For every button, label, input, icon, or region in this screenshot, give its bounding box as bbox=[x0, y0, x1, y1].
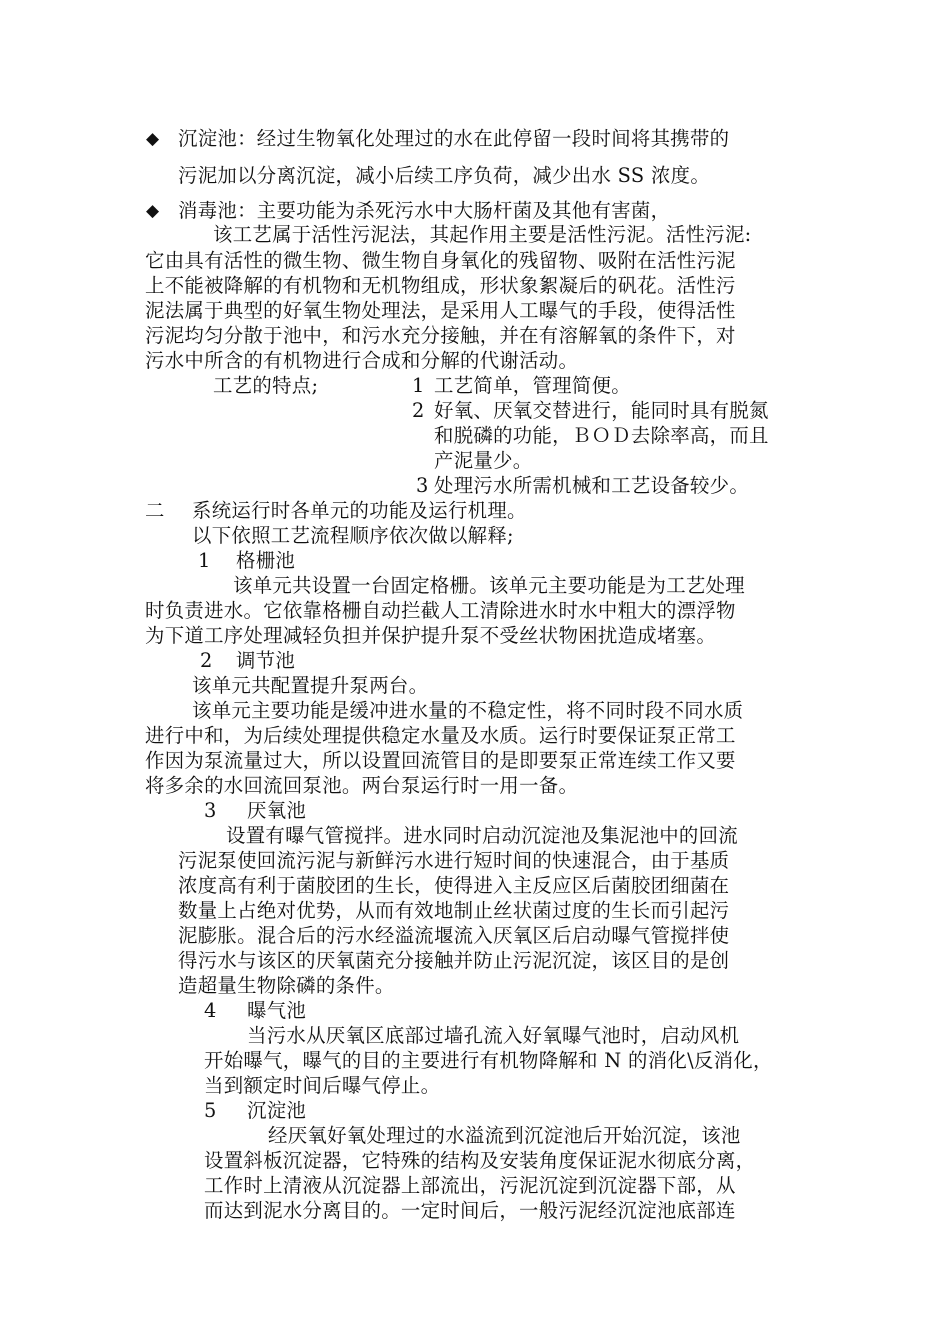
paragraph-line: 泥法属于典型的好氧生物处理法，是采用人工曝气的手段，使得活性 bbox=[145, 299, 736, 322]
unit-text: 造超量生物除磷的条件。 bbox=[178, 974, 395, 997]
unit-text: 经厌氧好氧处理过的水溢流到沉淀池后开始沉淀，该池 bbox=[268, 1124, 741, 1147]
unit-number: 4 bbox=[204, 999, 217, 1022]
unit-text: 为下道工序处理减轻负担并保护提升泵不受丝状物困扰造成堵塞。 bbox=[145, 624, 717, 647]
unit-text: 该单元共设置一台固定格栅。该单元主要功能是为工艺处理 bbox=[233, 574, 745, 597]
bullet-line: 沉淀池：经过生物氧化处理过的水在此停留一段时间将其携带的 bbox=[178, 127, 730, 150]
paragraph-line: 污水中所含的有机物进行合成和分解的代谢活动。 bbox=[145, 349, 579, 372]
features-label: 工艺的特点; bbox=[213, 374, 319, 397]
unit-name: 格栅池 bbox=[236, 549, 296, 572]
unit-name: 沉淀池 bbox=[247, 1099, 307, 1122]
unit-name: 厌氧池 bbox=[247, 799, 307, 822]
feature-text: 产泥量少。 bbox=[434, 449, 533, 472]
unit-text: 而达到泥水分离目的。一定时间后，一般污泥经沉淀池底部连 bbox=[204, 1199, 736, 1222]
feature-text: 和脱磷的功能，ＢＯＤ去除率高，而且 bbox=[434, 424, 769, 447]
unit-text: 泥膨胀。混合后的污水经溢流堰流入厌氧区后启动曝气管搅拌使 bbox=[178, 924, 730, 947]
paragraph-line: 污泥均匀分散于池中，和污水充分接触，并在有溶解氧的条件下，对 bbox=[145, 324, 736, 347]
section-number: 二 bbox=[145, 499, 165, 522]
diamond-bullet-icon: ◆ bbox=[146, 201, 160, 221]
feature-text: 处理污水所需机械和工艺设备较少。 bbox=[434, 474, 750, 497]
feature-text: 好氧、厌氧交替进行，能同时具有脱氮 bbox=[434, 399, 769, 422]
feature-text: 工艺简单，管理简便。 bbox=[434, 374, 631, 397]
bullet-line: 消毒池：主要功能为杀死污水中大肠杆菌及其他有害菌， bbox=[178, 199, 671, 222]
unit-text: 该单元共配置提升泵两台。 bbox=[192, 674, 429, 697]
feature-number: 2 bbox=[412, 399, 425, 422]
unit-number: 2 bbox=[200, 649, 213, 672]
unit-text: 设置有曝气管搅拌。进水同时启动沉淀池及集泥池中的回流 bbox=[226, 824, 738, 847]
unit-text: 数量上占绝对优势，从而有效地制止丝状菌过度的生长而引起污 bbox=[178, 899, 730, 922]
unit-text: 浓度高有利于菌胶团的生长，使得进入主反应区后菌胶团细菌在 bbox=[178, 874, 730, 897]
unit-text: 该单元主要功能是缓冲进水量的不稳定性，将不同时段不同水质 bbox=[192, 699, 744, 722]
section-intro: 以下依照工艺流程顺序依次做以解释; bbox=[192, 524, 514, 547]
unit-number: 5 bbox=[204, 1099, 217, 1122]
unit-text: 当到额定时间后曝气停止。 bbox=[204, 1074, 441, 1097]
unit-name: 调节池 bbox=[236, 649, 296, 672]
section-title: 系统运行时各单元的功能及运行机理。 bbox=[192, 499, 527, 522]
feature-number: 1 bbox=[412, 374, 425, 397]
unit-text: 将多余的水回流回泵池。两台泵运行时一用一备。 bbox=[145, 774, 579, 797]
unit-number: 3 bbox=[204, 799, 217, 822]
unit-name: 曝气池 bbox=[247, 999, 307, 1022]
unit-text: 时负责进水。它依靠格栅自动拦截人工清除进水时水中粗大的漂浮物 bbox=[145, 599, 736, 622]
unit-text: 进行中和，为后续处理提供稳定水量及水质。运行时要保证泵正常工 bbox=[145, 724, 736, 747]
diamond-bullet-icon: ◆ bbox=[146, 129, 160, 149]
unit-text: 工作时上清液从沉淀器上部流出，污泥沉淀到沉淀器下部，从 bbox=[204, 1174, 736, 1197]
unit-number: 1 bbox=[198, 549, 211, 572]
feature-number: 3 bbox=[416, 474, 429, 497]
paragraph-line: 上不能被降解的有机物和无机物组成，形状象絮凝后的矾花。活性污 bbox=[145, 274, 736, 297]
paragraph-line: 它由具有活性的微生物、微生物自身氧化的残留物、吸附在活性污泥 bbox=[145, 249, 736, 272]
paragraph-line: 该工艺属于活性污泥法，其起作用主要是活性污泥。活性污泥: bbox=[213, 223, 752, 246]
unit-text: 污泥泵使回流污泥与新鲜污水进行短时间的快速混合，由于基质 bbox=[178, 849, 730, 872]
unit-text: 开始曝气，曝气的目的主要进行有机物降解和 N 的消化\反消化， bbox=[204, 1049, 773, 1072]
unit-text: 当污水从厌氧区底部过墙孔流入好氧曝气池时，启动风机 bbox=[247, 1024, 740, 1047]
bullet-line: 污泥加以分离沉淀，减小后续工序负荷，减少出水 SS 浓度。 bbox=[178, 164, 711, 187]
unit-text: 作因为泵流量过大，所以设置回流管目的是即要泵正常连续工作又要 bbox=[145, 749, 736, 772]
unit-text: 得污水与该区的厌氧菌充分接触并防止污泥沉淀，该区目的是创 bbox=[178, 949, 730, 972]
unit-text: 设置斜板沉淀器，它特殊的结构及安装角度保证泥水彻底分离， bbox=[204, 1149, 756, 1172]
